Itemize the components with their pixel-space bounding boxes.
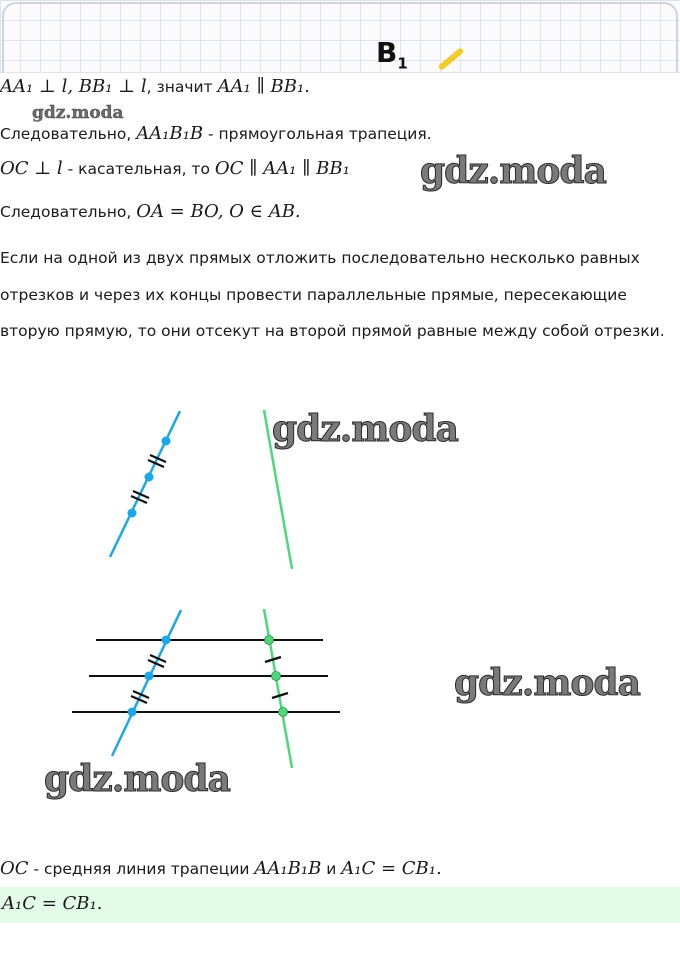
watermark: gdz.moda: [44, 758, 230, 800]
conclusion-line: OC - средняя линия трапеции AA₁B₁B и A₁C = CB₁.: [0, 858, 442, 879]
statement-line-2: Следовательно, AA₁B₁B - прямоугольная трапеция.: [0, 123, 432, 144]
green-line-bottom: [264, 609, 292, 768]
watermark: gdz.moda: [454, 662, 640, 704]
point: [272, 672, 281, 681]
answer-box: [0, 887, 680, 923]
statement-line-4: Следовательно, OA = BO, O ∈ AB.: [0, 201, 301, 222]
watermark: gdz.moda: [272, 408, 458, 450]
watermark: gdz.moda: [32, 103, 124, 123]
theorem-paragraph: Если на одной из двух прямых отложить последовательно несколько равных отрезков и через их концы провести параллельные прямые, пересекающие вторую прямую, то они отсекут на второй прямой равные между собой отрезки.: [0, 249, 665, 340]
handwritten-letter: $B_1$: [376, 36, 408, 73]
point: [162, 437, 171, 446]
grid-header: [0, 0, 680, 73]
point: [162, 636, 171, 645]
answer-text: A₁C = CB₁.: [2, 893, 103, 914]
point: [265, 636, 274, 645]
point: [279, 708, 288, 717]
point: [128, 509, 137, 518]
point: [145, 672, 154, 681]
statement-line-1: AA₁ ⊥ l, BB₁ ⊥ l, значит AA₁ ∥ BB₁.: [0, 76, 310, 97]
statement-line-3: OC ⊥ l - касательная, то OC ∥ AA₁ ∥ BB₁: [0, 158, 350, 179]
point: [128, 708, 137, 717]
point: [145, 473, 154, 482]
blue-line-bottom: [112, 610, 181, 756]
watermark: gdz.moda: [420, 150, 606, 192]
grid-border: [2, 2, 678, 73]
blue-line-top: [110, 411, 180, 557]
